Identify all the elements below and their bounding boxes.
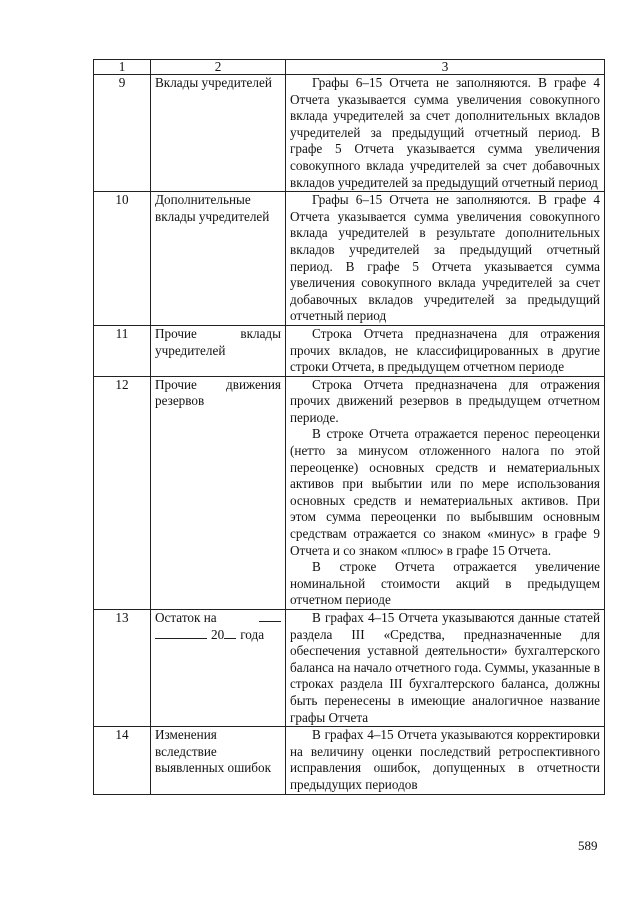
header-col-1: 1 [94,60,151,75]
row-description [286,192,605,326]
row-title-part: года [240,626,265,642]
row-title: Дополнительные вклады учредителей [151,192,286,326]
description-paragraph: Графы 6–15 Отчета не заполняются. В графе 4 Отчета указывается сумма увеличения совокупного вклада учредителей за счет дополнительных вкладов учредителей за предыдущий отчетный период. В графе 5 Отчета указывается сумма увеличения совокупного вклада учредителей за счет добавочных вкладов учредителей за предыдущий отчетный период [290,75,600,190]
row-number: 14 [94,727,151,794]
row-description [286,75,605,192]
description-paragraph: Графы 6–15 Отчета не заполняются. В графе 4 Отчета указывается сумма увеличения совокупного вклада учредителей в результате дополнительных вкладов учредителей за предыдущий отчетный период. В графе 5 Отчета указывается сумма увеличения совокупного вклада учредителей за счет добавочных вкладов учредителей за предыдущий отчетный период [290,192,600,324]
row-number: 13 [94,610,151,727]
blank-line [155,627,207,639]
row-title: Вклады учредителей [151,75,286,192]
table-row [94,325,605,376]
table-row [94,610,605,727]
document-table [93,59,605,795]
row-title: Прочие движения резервов [151,376,286,609]
header-col-2: 2 [151,60,286,75]
description-paragraph: В строке Отчета отражается увеличение номинальной стоимости акций в предыдущем отчетном периоде [290,559,600,608]
blank-line [259,610,281,622]
row-description [286,727,605,794]
description-paragraph: В строке Отчета отражается перенос переоценки (нетто за минусом отложенного налога по этой переоценке) основных средств и нематериальных активов при выбытии или по мере использования основных средств и нематериальных активов. При этом сумма переоценки по выбывшим основным средствам отражается со знаком «минус» в графе 9 Отчета и со знаком «плюс» в графе 15 Отчета. [290,426,600,558]
row-title-part: Остаток на [155,610,217,625]
table-row [94,376,605,609]
header-col-3: 3 [286,60,605,75]
table-header-row [94,60,605,75]
table-row [94,192,605,326]
row-title [151,610,286,727]
row-title: Прочие вклады учредителей [151,325,286,376]
description-paragraph: В графах 4–15 Отчета указываются корректировки на величину оценки последствий ретроспективного исправления ошибок, допущенных в отчетности предыдущих периодов [290,727,600,792]
row-description [286,376,605,609]
table-row [94,75,605,192]
table-row [94,727,605,794]
description-paragraph: Строка Отчета предназначена для отражения прочих вкладов, не классифицированных в другие строки Отчета, в предыдущем отчетном периоде [290,325,600,375]
description-paragraph: В графах 4–15 Отчета указываются данные статей раздела III «Средства, предназначенные для обеспечения уставной деятельности» бухгалтерского баланса на начало отчетного года. Суммы, указанные в строках раздела III бухгалтерского баланса, должны быть перенесены в имеющие аналогичное название графы Отчета [290,610,600,725]
blank-line [224,627,236,639]
row-title-year: 20 [211,626,225,642]
row-number: 11 [94,325,151,376]
row-number: 9 [94,75,151,192]
page-number: 589 [578,838,598,853]
row-description [286,610,605,727]
row-description [286,325,605,376]
row-title: Изменения вследствие выявленных ошибок [151,727,286,794]
row-number: 10 [94,192,151,326]
row-number: 12 [94,376,151,609]
description-paragraph: Строка Отчета предназначена для отражения прочих движений резервов в предыдущем отчетном периоде. [290,376,600,425]
